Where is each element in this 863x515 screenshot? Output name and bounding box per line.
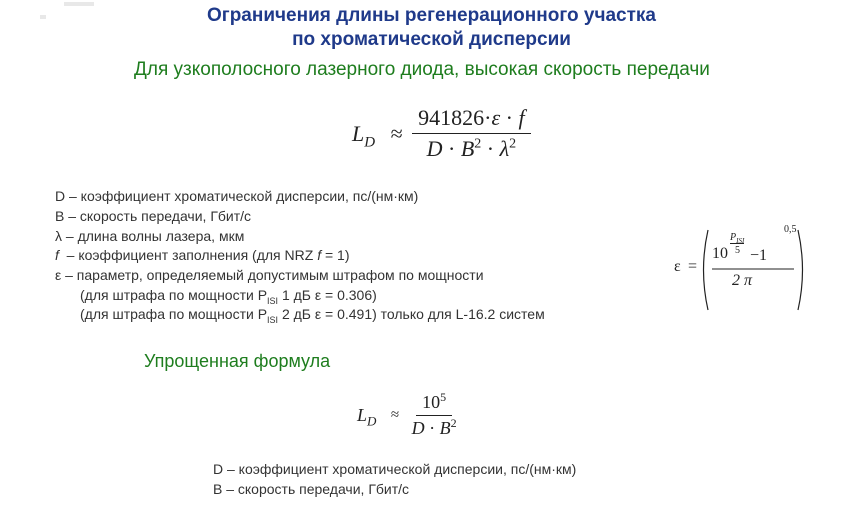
def-penalty-2: (для штрафа по мощности $P_{ISI}$ 2 дБ ε = 0.491) только для L-16.2 систем [80, 306, 545, 325]
eps-lhs: ε [674, 258, 681, 275]
simplified-fraction [406, 392, 463, 439]
def-penalty-1: (для штрафа по мощности $P_{ISI}$ 1 дБ ε = 0.306) [80, 287, 377, 306]
main-formula-lhs [352, 120, 381, 150]
eps-minus-one: −1 [750, 247, 768, 264]
main-denominator: $D \cdot B^2 \cdot \lambda^2$ [426, 136, 517, 161]
eps-denominator: 2 π [732, 272, 753, 289]
lhs-L: L [352, 120, 365, 146]
def-f: f – коэффициент заполнения (для NRZ f = 1) [55, 247, 350, 263]
lhs-sub-D: D [364, 133, 376, 150]
simplified-formula-lhs: $L_D$ [357, 405, 377, 429]
approx-sign-2: ≈ [390, 407, 400, 423]
def-lambda: λ – длина волны лазера, мкм [55, 228, 245, 244]
eps-parentheses [698, 220, 808, 320]
main-numerator: 941826·ε · f [412, 105, 530, 134]
eps-outer-exponent: 0,5 [784, 224, 797, 235]
simplified-numerator: $10^5$ [416, 392, 452, 416]
title-line-2: по хроматической дисперсии [292, 29, 571, 50]
epsilon-formula [668, 220, 813, 320]
simplified-formula [357, 392, 463, 439]
section2-heading: Упрощенная формула [144, 351, 331, 371]
approx-sign: ≈ [390, 120, 403, 146]
title-line-1: Ограничения длины регенерационного участка [207, 5, 656, 26]
eps-exp-den: 5 [735, 245, 740, 256]
def-eps: ε – параметр, определяемый допустимым штрафом по мощности [55, 267, 484, 283]
eps-base: 10 [712, 245, 728, 262]
simplified-denominator: $D \cdot B^2$ [411, 416, 457, 438]
eps-exp-num: $P_{ISI}$ [730, 232, 745, 245]
def-b: B – скорость передачи, Гбит/с [55, 208, 252, 224]
def-d: D – коэффициент хроматической дисперсии, пс/(нм·км) [55, 188, 419, 204]
main-formula [352, 105, 531, 162]
section1-heading: Для узкополосного лазерного диода, высокая скорость передачи [134, 59, 710, 80]
def2-d: D – коэффициент хроматической дисперсии, пс/(нм·км) [213, 461, 577, 477]
main-fraction [412, 105, 530, 162]
eps-equals: = [688, 258, 698, 275]
def2-b: B – скорость передачи, Гбит/с [213, 481, 410, 497]
